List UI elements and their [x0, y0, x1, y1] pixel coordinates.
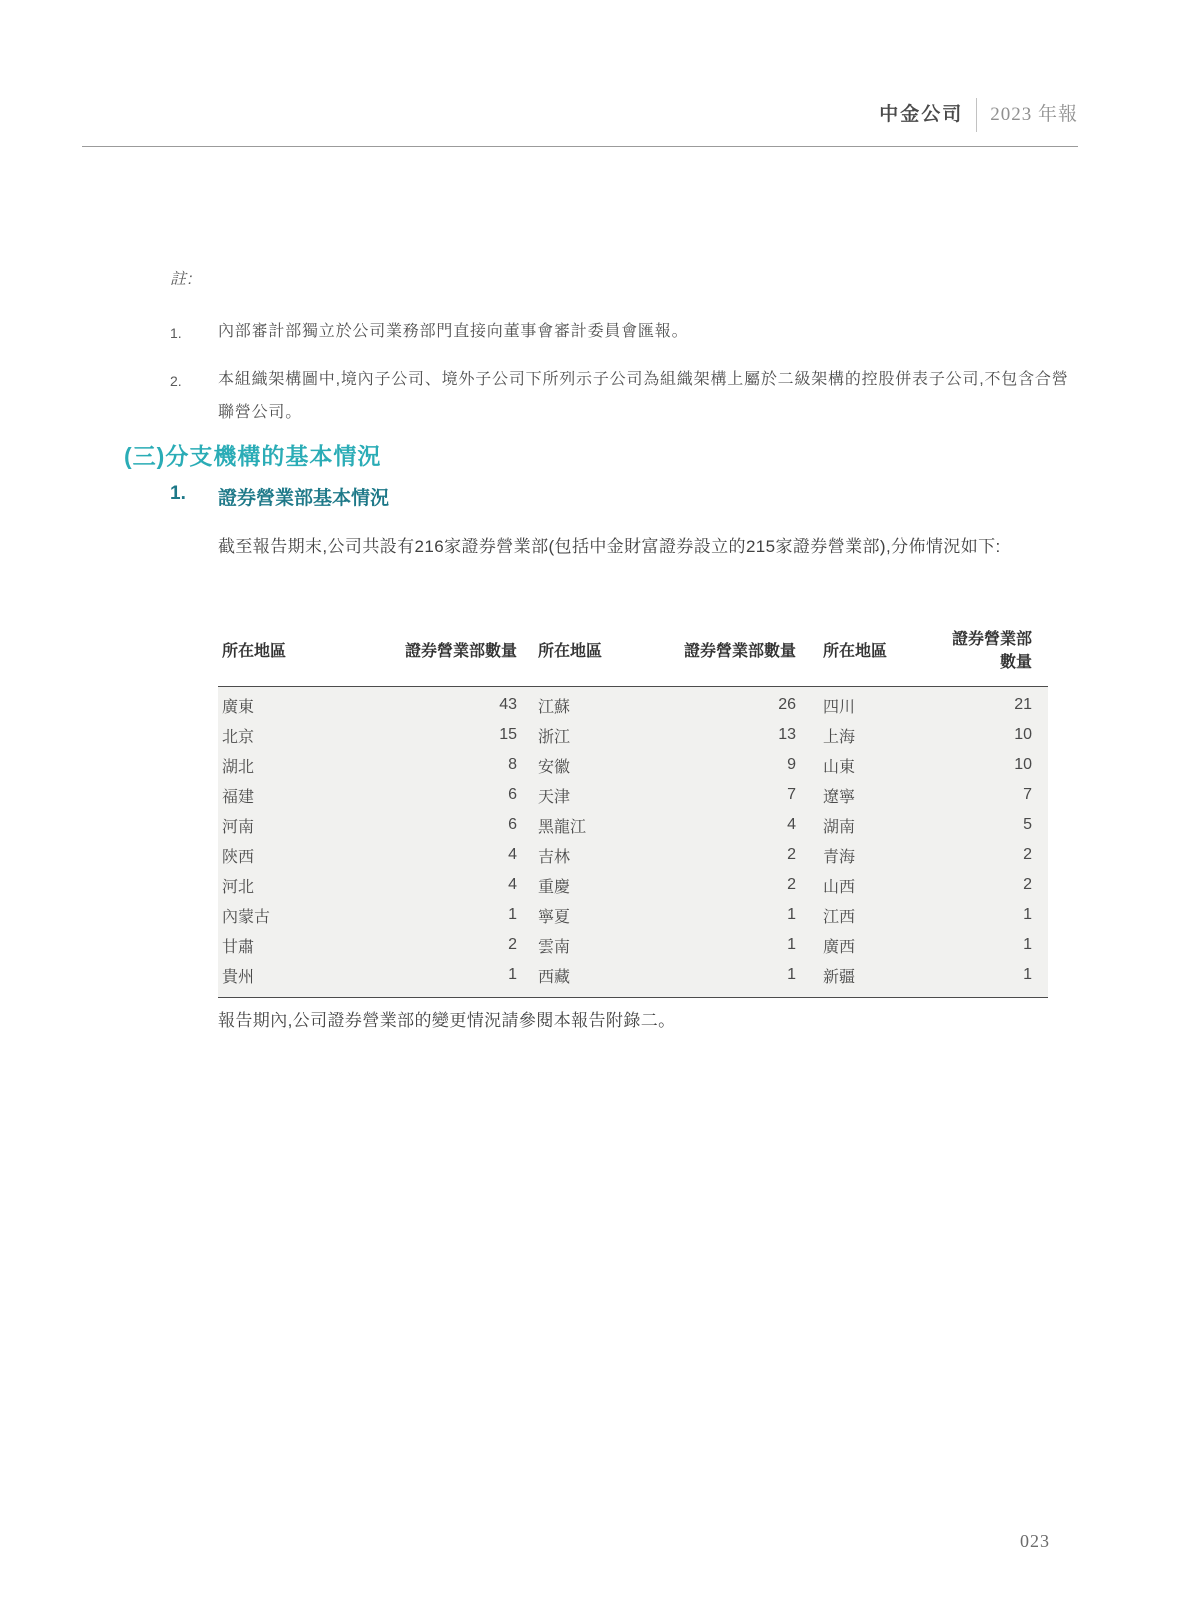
header-divider — [976, 98, 977, 132]
count-cell: 7 — [1023, 786, 1032, 803]
column-header: 所在地區 — [222, 642, 287, 660]
notes-label: 註: — [170, 271, 195, 288]
table-row — [218, 900, 1048, 930]
note-text: 本組織架構圖中,境內子公司、境外子公司下所列示子公司為組織架構上屬於二級架構的控股併表子公司,不包含合營聯營公司。 — [218, 371, 1069, 421]
count-cell: 4 — [787, 816, 796, 833]
count-cell: 1 — [1023, 966, 1032, 983]
column-header: 證券營業部數量 — [404, 642, 517, 660]
note-number: 2. — [170, 373, 182, 389]
region-cell: 貴州 — [222, 968, 255, 986]
note-item — [170, 315, 1082, 350]
region-cell: 吉林 — [538, 848, 571, 866]
table-row — [218, 930, 1048, 960]
count-cell: 1 — [787, 966, 796, 983]
region-cell: 重慶 — [538, 878, 571, 896]
count-cell: 9 — [787, 756, 796, 773]
count-cell: 1 — [787, 906, 796, 923]
region-cell: 甘肅 — [222, 938, 255, 956]
region-cell: 青海 — [823, 848, 856, 866]
count-cell: 15 — [499, 726, 517, 743]
table-row — [218, 960, 1048, 990]
region-cell: 河北 — [222, 878, 255, 896]
region-cell: 山東 — [823, 758, 856, 776]
region-cell: 湖北 — [222, 758, 255, 776]
column-header: 所在地區 — [823, 642, 888, 660]
region-cell: 江西 — [823, 908, 856, 926]
count-cell: 1 — [508, 906, 517, 923]
count-cell: 26 — [778, 696, 796, 713]
outro-paragraph: 報告期內,公司證券營業部的變更情況請參閱本報告附錄二。 — [218, 1011, 676, 1030]
notes-block — [170, 266, 1082, 442]
count-cell: 4 — [508, 846, 517, 863]
table-row — [218, 720, 1048, 750]
page-number: 023 — [1020, 1531, 1050, 1551]
note-number: 1. — [170, 325, 182, 341]
count-cell: 43 — [499, 696, 517, 713]
subsection-label: 證券營業部基本情況 — [218, 488, 390, 509]
section-title: (三)分支機構的基本情況 — [124, 443, 382, 469]
region-cell: 河南 — [222, 818, 255, 836]
count-cell: 21 — [1014, 696, 1032, 713]
region-cell: 遼寧 — [823, 788, 856, 806]
region-cell: 安徽 — [538, 758, 571, 776]
region-cell: 黑龍江 — [538, 818, 587, 836]
region-cell: 廣西 — [823, 938, 856, 956]
subsection-number: 1. — [170, 483, 186, 504]
count-cell: 1 — [1023, 906, 1032, 923]
table-row — [218, 750, 1048, 780]
region-cell: 福建 — [222, 788, 255, 806]
region-cell: 江蘇 — [538, 698, 571, 716]
report-edition: 2023 年報 — [990, 104, 1078, 125]
column-header: 證券營業部數量 — [683, 642, 796, 660]
region-cell: 浙江 — [538, 728, 571, 746]
column-header: 證券營業部數量 — [951, 631, 1032, 671]
count-cell: 7 — [787, 786, 796, 803]
region-cell: 廣東 — [222, 698, 255, 716]
count-cell: 13 — [778, 726, 796, 743]
company-name: 中金公司 — [879, 104, 964, 125]
region-cell: 上海 — [823, 728, 856, 746]
region-cell: 陝西 — [222, 848, 255, 866]
table-body — [218, 687, 1048, 998]
count-cell: 10 — [1014, 756, 1032, 773]
region-cell: 新疆 — [823, 968, 856, 986]
header-rule — [82, 146, 1078, 147]
region-cell: 寧夏 — [538, 908, 571, 926]
region-cell: 湖南 — [823, 818, 856, 836]
table-row — [218, 810, 1048, 840]
region-cell: 四川 — [823, 698, 856, 716]
count-cell: 2 — [508, 936, 517, 953]
count-cell: 5 — [1023, 816, 1032, 833]
count-cell: 1 — [508, 966, 517, 983]
note-text: 內部審計部獨立於公司業務部門直接向董事會審計委員會匯報。 — [218, 323, 689, 340]
running-head — [879, 98, 1078, 132]
count-cell: 6 — [508, 786, 517, 803]
table-row — [218, 690, 1048, 720]
region-cell: 西藏 — [538, 968, 571, 986]
table-row — [218, 870, 1048, 900]
intro-paragraph: 截至報告期末,公司共設有216家證券營業部(包括中金財富證券設立的215家證券營業部),分佈情況如下: — [218, 537, 1001, 556]
count-cell: 8 — [508, 756, 517, 773]
count-cell: 2 — [1023, 876, 1032, 893]
region-cell: 北京 — [222, 728, 255, 746]
table-row — [218, 840, 1048, 870]
column-header: 所在地區 — [538, 642, 603, 660]
count-cell: 10 — [1014, 726, 1032, 743]
region-cell: 山西 — [823, 878, 856, 896]
note-item — [170, 363, 1082, 429]
count-cell: 4 — [508, 876, 517, 893]
branch-table — [218, 610, 1048, 998]
region-cell: 雲南 — [538, 938, 571, 956]
count-cell: 2 — [787, 846, 796, 863]
count-cell: 6 — [508, 816, 517, 833]
table-row — [218, 780, 1048, 810]
count-cell: 2 — [1023, 846, 1032, 863]
count-cell: 1 — [787, 936, 796, 953]
region-cell: 天津 — [538, 788, 571, 806]
region-cell: 內蒙古 — [222, 908, 271, 926]
table-header-row — [218, 610, 1048, 687]
count-cell: 2 — [787, 876, 796, 893]
count-cell: 1 — [1023, 936, 1032, 953]
subsection-title — [170, 483, 389, 510]
